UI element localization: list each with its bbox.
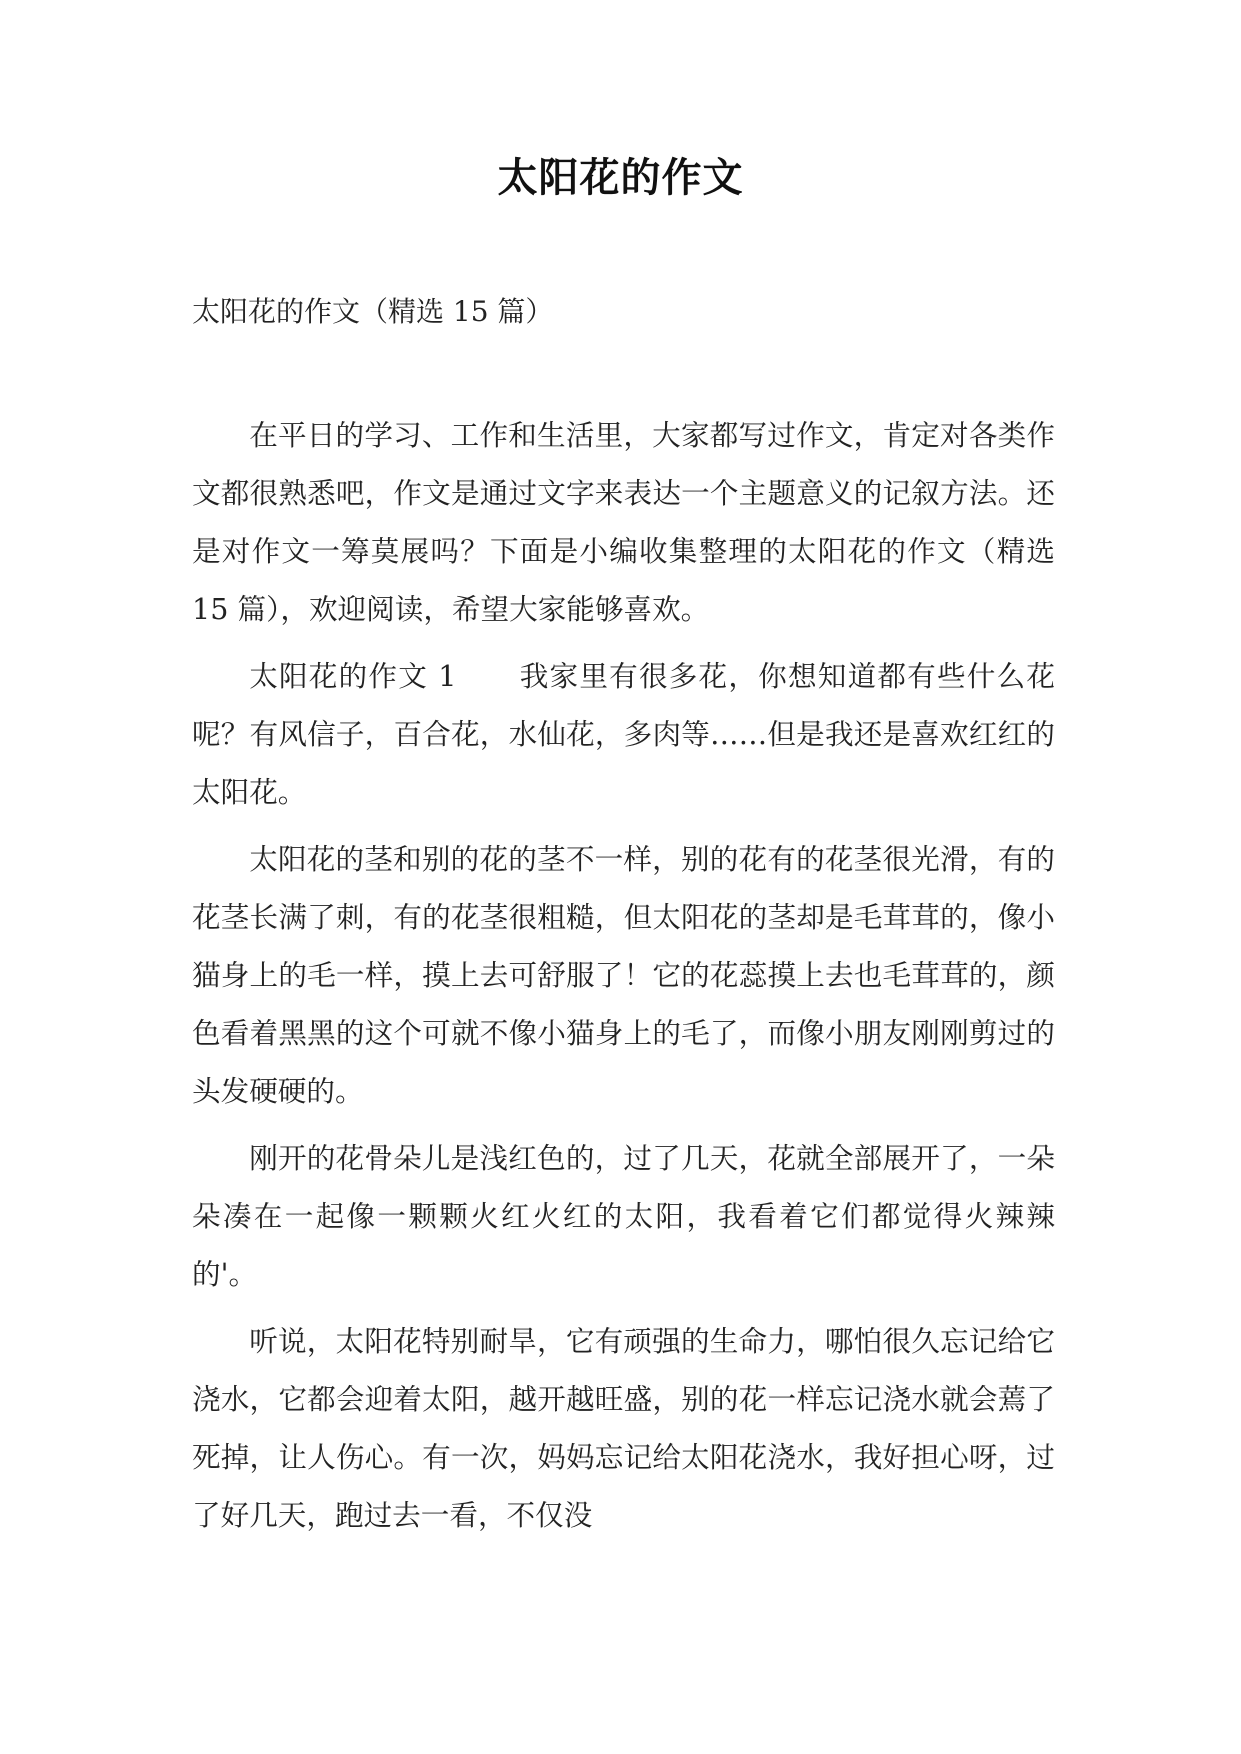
document-body	[192, 406, 1055, 1553]
essay-1-paragraph	[192, 647, 1055, 821]
intro-paragraph: 在平日的学习、工作和生活里，大家都写过作文，肯定对各类作文都很熟悉吧，作文是通过文字来表达一个主题意义的记叙方法。还是对作文一筹莫展吗？下面是小编收集整理的太阳花的作文（精选 15 篇），欢迎阅读，希望大家能够喜欢。	[192, 418, 1055, 626]
document-title: 太阳花的作文	[497, 154, 744, 201]
document-subtitle: 太阳花的作文（精选 15 篇）	[192, 295, 554, 328]
essay-1-text: 我家里有很多花，你想知道都有些什么花呢？有风信子，百合花，水仙花，多肉等……但是我还是喜欢红红的太阳花。	[192, 659, 1055, 809]
essay-1-heading: 太阳花的作文 1	[249, 659, 457, 693]
bud-paragraph: 刚开的花骨朵儿是浅红色的，过了几天，花就全部展开了，一朵朵凑在一起像一颗颗火红火红的太阳，我看着它们都觉得火辣辣的'。	[192, 1141, 1055, 1291]
stem-paragraph: 太阳花的茎和别的花的茎不一样，别的花有的花茎很光滑，有的花茎长满了刺，有的花茎很粗糙，但太阳花的茎却是毛茸茸的，像小猫身上的毛一样，摸上去可舒服了！它的花蕊摸上去也毛茸茸的，颜色看着黑黑的这个可就不像小猫身上的毛了，而像小朋友刚刚剪过的头发硬硬的。	[192, 842, 1055, 1108]
drought-paragraph: 听说，太阳花特别耐旱，它有顽强的生命力，哪怕很久忘记给它浇水，它都会迎着太阳，越开越旺盛，别的花一样忘记浇水就会蔫了死掉，让人伤心。有一次，妈妈忘记给太阳花浇水，我好担心呀，过了好几天，跑过去一看，不仅没	[192, 1324, 1055, 1532]
